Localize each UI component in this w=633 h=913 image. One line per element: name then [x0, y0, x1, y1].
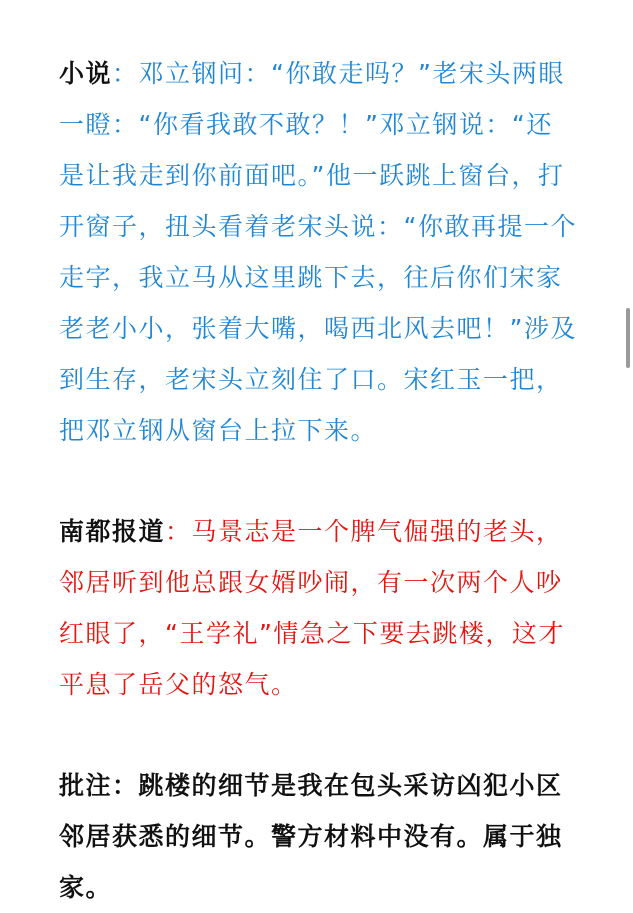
- annotation-paragraph: [59, 760, 579, 913]
- novel-label: 小说: [59, 59, 113, 88]
- novel-excerpt-text: 邓立钢问：“你敢走吗？”老宋头两眼一瞪：“你看我敢不敢？！”邓立钢说：“还是让我走到你前面吧。”他一跃跳上窗台，打开窗子，扭头看着老宋头说：“你敢再提一个走字，我立马从这里跳下去，往后你们宋家老老小小，张着大嘴，喝西北风去吧！”涉及到生存，老宋头立刻住了口。宋红玉一把，把邓立钢从窗台上拉下来。: [59, 59, 577, 445]
- annotation-text: 跳楼的细节是我在包头采访凶犯小区邻居获悉的细节。警方材料中没有。属于独家。: [59, 771, 563, 902]
- novel-separator: ：: [112, 59, 139, 88]
- scrollbar-thumb[interactable]: [626, 308, 630, 368]
- news-report-text: 马景志是一个脾气倔强的老头，邻居听到他总跟女婿吵闹，有一次两个人吵红眼了，“王学礼”情急之下要去跳楼，这才平息了岳父的怒气。: [59, 517, 565, 699]
- annotation-separator: ：: [112, 771, 139, 800]
- annotation-label: 批注: [59, 771, 113, 800]
- news-report-separator: ：: [165, 517, 192, 546]
- article-content: [59, 48, 579, 913]
- news-report-label: 南都报道: [59, 517, 166, 546]
- news-report-paragraph: [59, 506, 579, 710]
- novel-excerpt-paragraph: [59, 48, 579, 456]
